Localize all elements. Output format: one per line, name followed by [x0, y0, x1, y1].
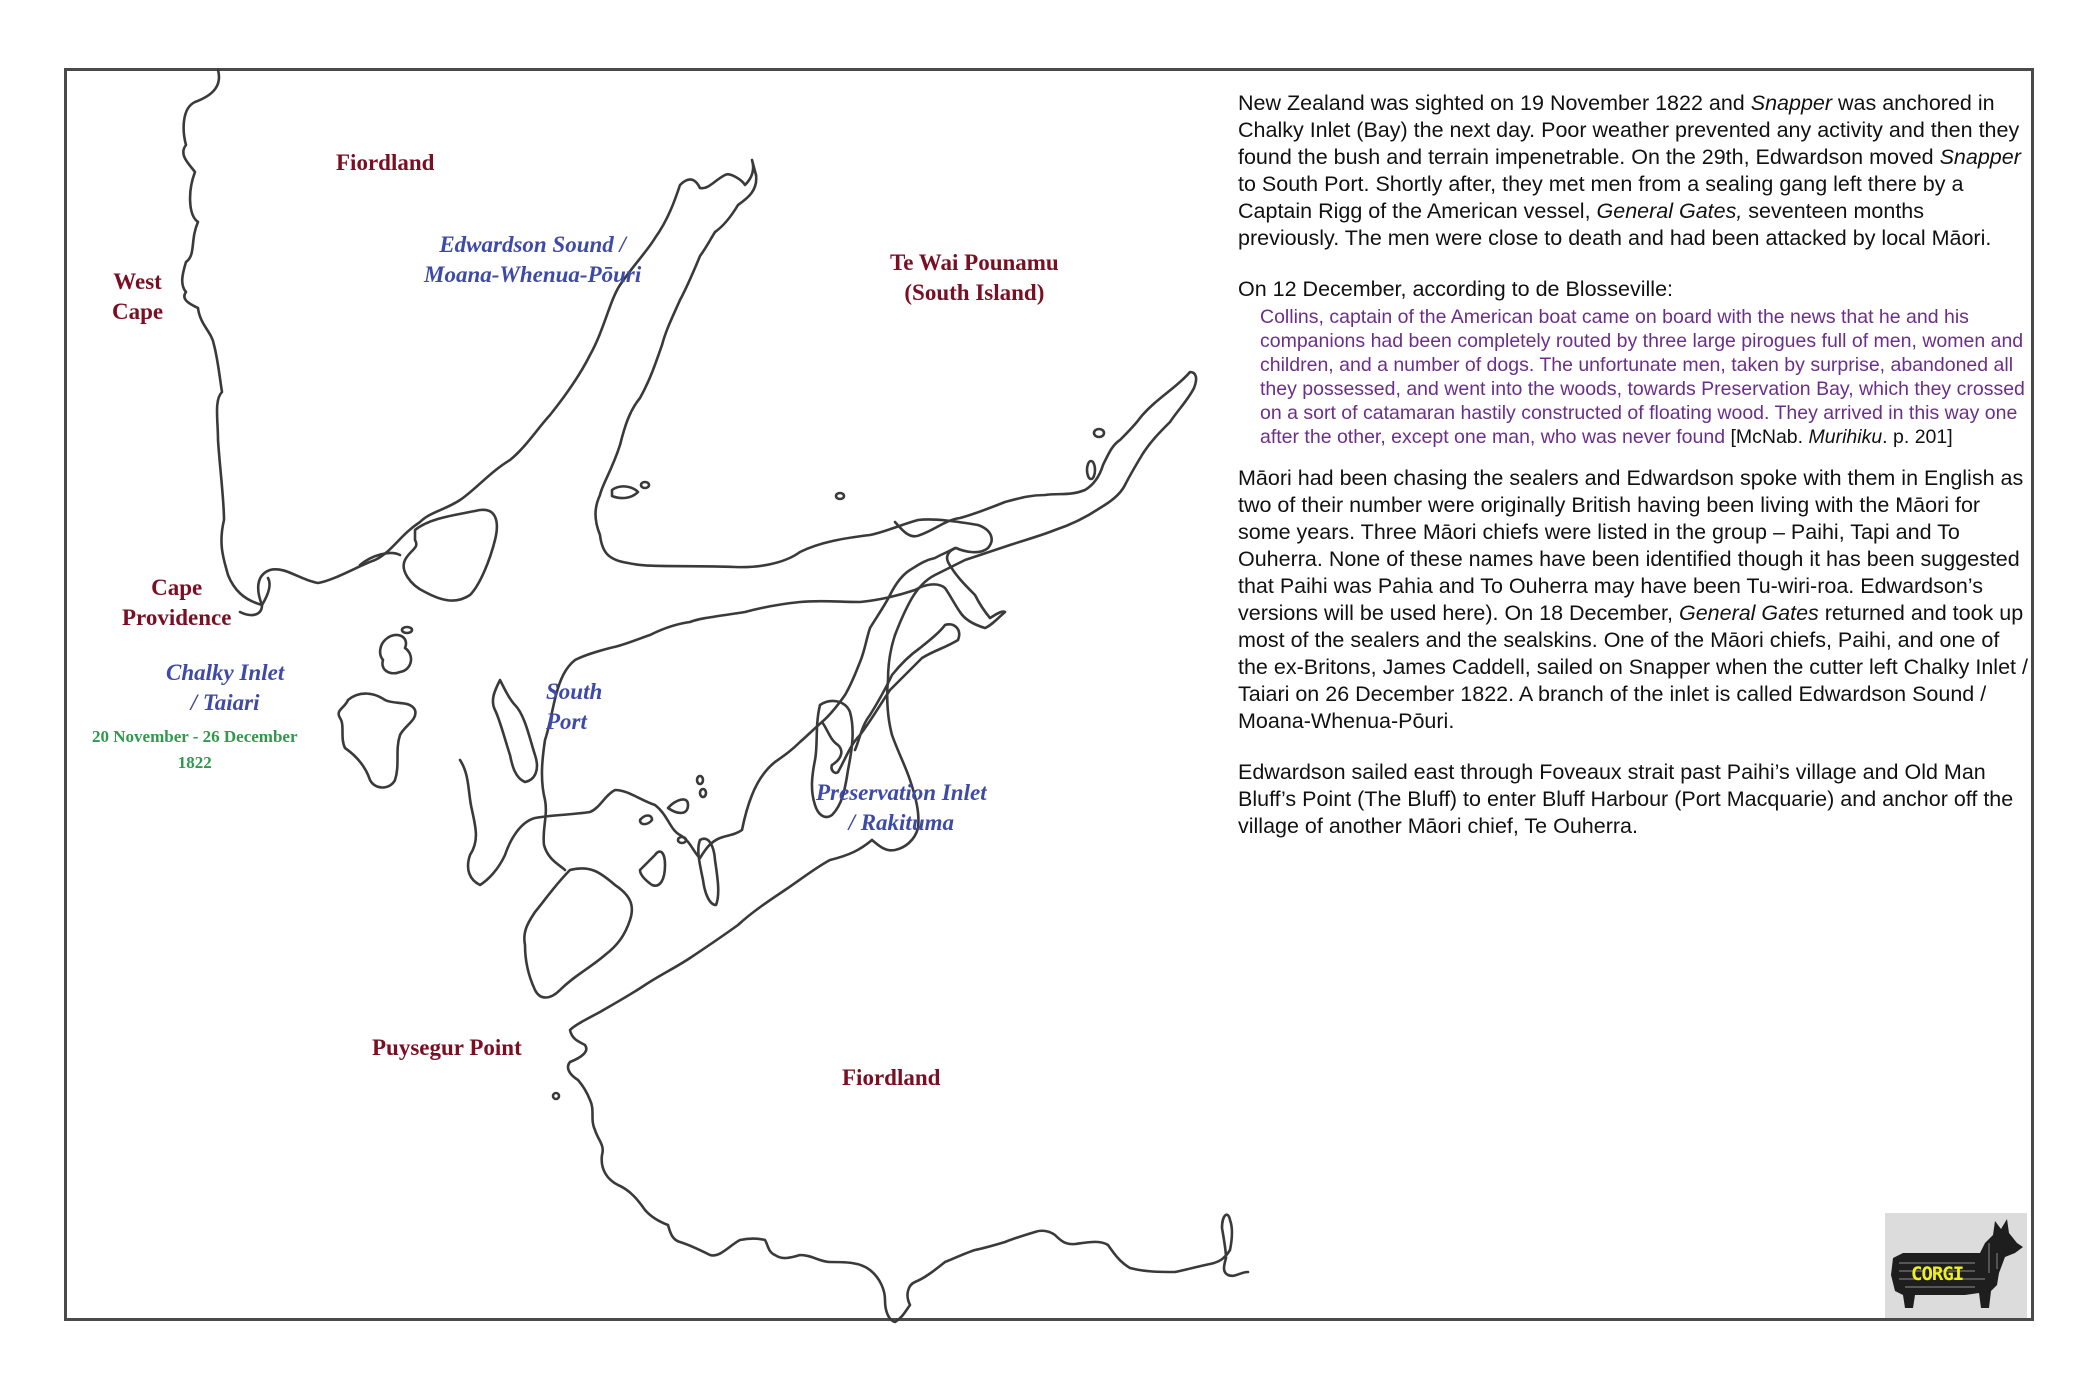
label-chalky-dates — [92, 724, 298, 775]
islet-1 — [402, 627, 412, 633]
islet-sound-3 — [836, 493, 844, 499]
p1-text-c: was anchored in Chalky Inlet (Bay) the next day. Poor weather prevented any activity and then they found the bush and terrain impenetrable. On the 29th, Edwardson moved — [1238, 91, 2020, 169]
label-preservation-inlet-line2: / Rakituma — [848, 809, 955, 835]
label-west-cape-line2: Cape — [112, 298, 164, 324]
label-chalky-inlet — [166, 658, 284, 718]
label-chalky-inlet-line2: / Taiari — [190, 689, 260, 715]
citation-title: Murihiku — [1808, 426, 1883, 448]
p1-text-g: seventeen months previously. The men were close to death and had been attacked by local Māori. — [1238, 199, 1992, 250]
label-puysegur-point: Puysegur Point — [372, 1035, 522, 1060]
label-chalky-inlet-line1: Chalky Inlet — [166, 660, 285, 685]
quote-de-blosseville — [1260, 305, 2028, 449]
label-te-wai-pounamu-line1: Te Wai Pounamu — [890, 250, 1059, 275]
label-cape-providence-line1: Cape — [151, 575, 203, 600]
label-west-cape — [112, 267, 163, 327]
coastline-west-cape — [182, 70, 756, 605]
citation-a: [McNab. — [1725, 426, 1809, 448]
label-chalky-dates-line2: 1822 — [177, 752, 212, 772]
island-long-p — [698, 839, 718, 905]
label-south-port — [546, 677, 602, 737]
label-preservation-inlet — [816, 778, 987, 838]
paragraph-3 — [1238, 465, 2028, 735]
label-south-port-line2: Port — [546, 708, 587, 734]
islet-puysegur — [553, 1093, 559, 1099]
ship-name-snapper: Snapper — [1750, 91, 1833, 115]
p1-text-e: to South Port. Shortly after, they met men from a sealing gang left there by a Captain Rigg of the American vessel, — [1238, 172, 1964, 223]
quote-citation — [1725, 426, 1953, 448]
label-te-wai-pounamu-line2: (South Island) — [904, 279, 1045, 305]
label-chalky-dates-line1: 20 November - 26 December — [92, 727, 298, 746]
islet-preservation-1 — [1094, 429, 1104, 437]
islet-p7 — [678, 837, 686, 843]
island-chalky-south — [339, 694, 416, 788]
island-small-1 — [380, 635, 411, 673]
ship-name-general-gates-2: General Gates — [1678, 601, 1819, 625]
label-cape-providence — [122, 573, 231, 633]
label-preservation-inlet-line1: Preservation Inlet — [816, 780, 987, 805]
island-sound-1 — [612, 486, 638, 498]
paragraph-4: Edwardson sailed east through Foveaux strait past Paihi’s village and Old Man Bluff’s Point (The Bluff) to enter Bluff Harbour (Port Macquarie) and anchor off the village of another Māori chief, Te Ouherra. — [1238, 760, 2014, 838]
label-edwardson-sound-line2: Moana-Whenua-Pōuri — [424, 261, 642, 287]
label-west-cape-line1: West — [113, 269, 162, 294]
p1-text-a: New Zealand was sighted on 19 November 1822 and — [1238, 91, 1751, 115]
label-cape-providence-line2: Providence — [122, 604, 232, 630]
ship-name-general-gates: General Gates, — [1596, 199, 1743, 223]
islet-p4 — [700, 789, 706, 797]
label-edwardson-sound-line1: Edwardson Sound / — [439, 232, 626, 257]
ship-name-snapper-2: Snapper — [1939, 145, 2021, 169]
islet-sound-2 — [641, 482, 649, 488]
islet-p5 — [668, 799, 688, 812]
coastline-south-port — [493, 680, 537, 782]
p3-text-c: returned and took up most of the sealers and the sealskins. One of the Māori chiefs, Paihi, and one of the ex-Britons, James Caddell, sailed on Snapper when the cutter left Chalky Inlet / Taiari on 26 December 1822. A branch of the inlet is called Edwardson Sound / Moana-Whenua-Pōuri. — [1238, 601, 2028, 733]
label-south-port-line1: South — [546, 679, 603, 704]
citation-c: . p. 201] — [1882, 426, 1953, 448]
quote-text: Collins, captain of the American boat came on board with the news that he and his companions had been completely routed by three large pirogues full of men, women and children, and a number of dogs. The unfortunate men, taken by surprise, abandoned all they possessed, and went into the woods, towards Preservation Bay, which they crossed on a sort of catamaran hastily constructed of floating wood. They arrived in this way one after the other, except one man, who was never found — [1260, 306, 2025, 448]
corgi-logo-text: CORGI — [1911, 1263, 1964, 1285]
islet-p3 — [697, 776, 703, 784]
label-edwardson-sound — [424, 230, 641, 290]
paragraph-2-intro: On 12 December, according to de Blosseville: — [1238, 277, 1674, 301]
label-te-wai-pounamu — [890, 248, 1059, 308]
island-small-tri — [640, 852, 665, 886]
islet-p6 — [640, 816, 652, 825]
corgi-logo — [1885, 1213, 2027, 1318]
narrative-panel — [1238, 90, 2028, 854]
p3-text-a: Māori had been chasing the sealers and Edwardson spoke with them in English as two of their number were originally British having been living with the Māori for some years. Three Māori chiefs were listed in the group – Paihi, Tapi and To Ouherra. None of these names have been identified though it has been suggested that Paihi was Pahia and To Ouherra may have been Tu-wiri-roa. Edwardson’s versions will be used here). On 18 December, — [1238, 466, 2024, 625]
islet-preservation-2 — [1087, 461, 1095, 479]
island-large-south — [524, 868, 632, 997]
label-fiordland-south: Fiordland — [842, 1065, 941, 1090]
paragraph-1 — [1238, 90, 2028, 252]
label-fiordland-north: Fiordland — [336, 150, 435, 175]
